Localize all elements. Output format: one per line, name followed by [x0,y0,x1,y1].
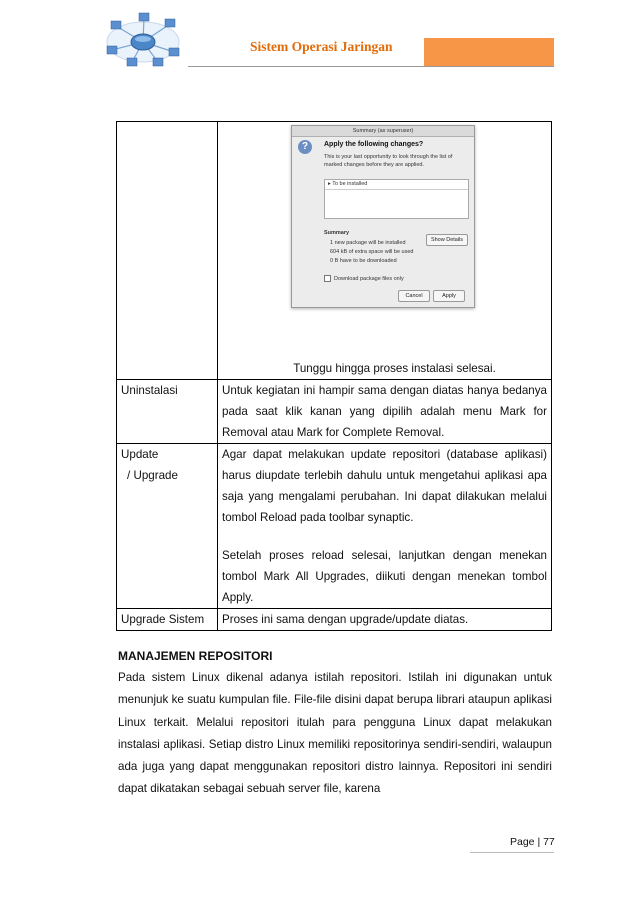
download-only-checkbox[interactable]: Download package files only [324,275,404,283]
row-text: Agar dapat melakukan update repositori (database aplikasi) harus diupdate terlebih dahulu untuk mengetahui aplikasi apa saja yang mengalami perubahan. Ini dapat dilakukan melalui tombol Reload pada toolbar synaptic. [222,448,547,524]
table-row [117,609,552,631]
list-item[interactable]: ▸ To be installed [325,180,468,190]
row-text: Untuk kegiatan ini hampir sama dengan diatas hanya bedanya pada saat klik kanan yang dipilih adalah menu Mark for Removal atau Mark for Complete Removal. [218,380,552,444]
dialog-description: This is your last opportunity to look through the list of marked changes before they are applied. [324,154,453,168]
header-accent-bar [424,38,554,67]
footer-rule [470,852,554,853]
dialog-heading: Apply the following changes? [324,141,424,148]
summary-label: Summary [324,230,350,236]
table-row [117,444,552,609]
row-text-continued: Setelah proses reload selesai, lanjutkan dengan menekan tombol Mark All Upgrades, diikuti dengan menekan tombol Apply. [222,549,547,604]
apply-button[interactable]: Apply [433,290,465,302]
dialog-title: Summary (as superuser) [292,126,474,137]
checkbox-icon [324,275,331,282]
row-label-continued: / Upgrade [127,469,178,482]
page-number: Page | 77 [510,836,555,848]
row-text: Proses ini sama dengan upgrade/update diatas. [218,609,552,631]
network-logo-icon [104,12,182,68]
screenshot-cell [218,122,551,358]
expander-icon: ▸ [328,181,333,187]
section-paragraph: Pada sistem Linux dikenal adanya istilah repositori. Istilah ini digunakan untuk menunjuk ke suatu kumpulan file. File-file disini dapat berupa librari ataupun aplikasi Linux terkait. Melalui repositori itulah para pengguna Linux dapat melakukan instalasi aplikasi. Setiap distro Linux memiliki repositorinya sendiri-sendiri, walaupun ada juga yang dapat menggunakan repositori distro lainnya. Repositori ini sendiri dapat dikatakan sebagai sebuah server file, karena [118,671,552,796]
header-rule [188,66,554,67]
table-row [117,122,552,380]
summary-dialog [291,125,475,308]
image-caption: Tunggu hingga proses instalasi selesai. [293,362,496,375]
show-details-button[interactable]: Show Details [426,234,468,246]
row-label: Upgrade Sistem [117,609,218,631]
section-title: MANAJEMEN REPOSITORI [118,649,273,663]
row-label: Uninstalasi [117,380,218,444]
summary-lines: 1 new package will be installed 604 kB of extra space will be used 0 B have to be downloaded [330,240,414,264]
question-icon: ? [298,140,312,154]
cancel-button[interactable]: Cancel [398,290,430,302]
header-title: Sistem Operasi Jaringan [250,39,393,54]
table-row [117,380,552,444]
changes-list [324,179,469,219]
row-label: Update [121,448,159,461]
content-table [116,121,552,631]
